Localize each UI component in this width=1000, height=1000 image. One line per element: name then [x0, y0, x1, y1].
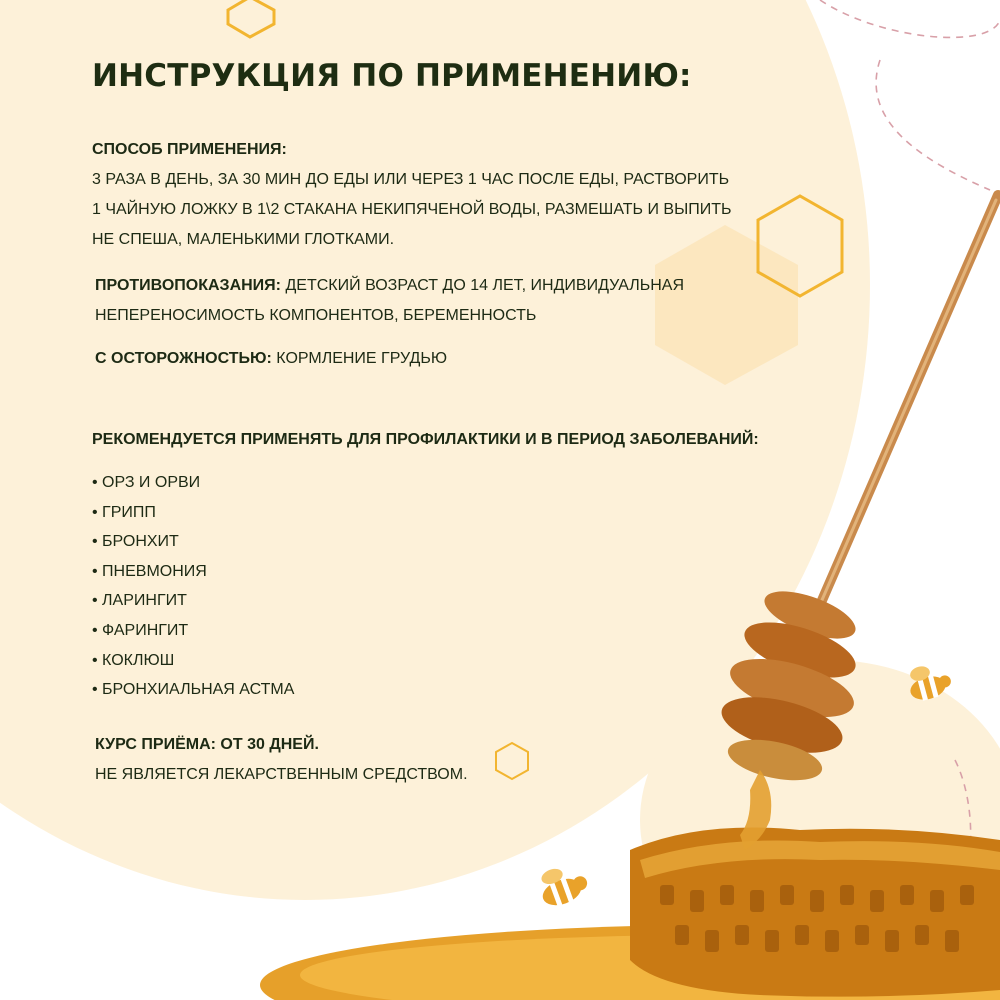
caution-label: С ОСТОРОЖНОСТЬЮ:: [95, 350, 272, 367]
dashed-flight-path: [820, 0, 1000, 190]
method-line-3: НЕ СПЕША, МАЛЕНЬКИМИ ГЛОТКАМИ.: [92, 231, 395, 248]
page-title: ИНСТРУКЦИЯ ПО ПРИМЕНЕНИЮ:: [92, 58, 692, 94]
bee-icon-left: [535, 859, 592, 910]
caution-section: [95, 344, 447, 374]
contraindications-line-2: НЕПЕРЕНОСИМОСТЬ КОМПОНЕНТОВ, БЕРЕМЕННОСТЬ: [95, 307, 537, 324]
course-duration: КУРС ПРИЁМА: ОТ 30 ДНЕЙ.: [95, 736, 319, 753]
method-line-1: 3 РАЗА В ДЕНЬ, ЗА 30 МИН ДО ЕДЫ ИЛИ ЧЕРЕЗ 1 ЧАС ПОСЛЕ ЕДЫ, РАСТВОРИТЬ: [92, 171, 730, 188]
contraindications-line-1: ДЕТСКИЙ ВОЗРАСТ ДО 14 ЛЕТ, ИНДИВИДУАЛЬНАЯ: [285, 277, 684, 294]
list-item: • ПНЕВМОНИЯ: [92, 557, 294, 587]
list-item: • ФАРИНГИТ: [92, 616, 294, 646]
list-item: • ОРЗ И ОРВИ: [92, 468, 294, 498]
not-drug-disclaimer: НЕ ЯВЛЯЕТСЯ ЛЕКАРСТВЕННЫМ СРЕДСТВОМ.: [95, 766, 468, 783]
caution-text: КОРМЛЕНИЕ ГРУДЬЮ: [276, 350, 447, 367]
hexagon-outline-small: [496, 743, 528, 779]
method-heading: СПОСОБ ПРИМЕНЕНИЯ:: [92, 141, 287, 158]
method-line-2: 1 ЧАЙНУЮ ЛОЖКУ В 1\2 СТАКАНА НЕКИПЯЧЕНОЙ ВОДЫ, РАЗМЕШАТЬ И ВЫПИТЬ: [92, 201, 732, 218]
contraindications-section: [95, 271, 755, 331]
hexagon-outline-top: [228, 0, 274, 37]
contraindications-label: ПРОТИВОПОКАЗАНИЯ:: [95, 277, 282, 294]
conditions-list: [92, 468, 294, 705]
list-item: • КОКЛЮШ: [92, 646, 294, 676]
method-section: [92, 135, 792, 255]
recommend-heading: РЕКОМЕНДУЕТСЯ ПРИМЕНЯТЬ ДЛЯ ПРОФИЛАКТИКИ И В ПЕРИОД ЗАБОЛЕВАНИЙ:: [92, 431, 759, 448]
list-item: • ГРИПП: [92, 498, 294, 528]
bee-icon-right: [905, 660, 954, 704]
dipper-head: [716, 582, 862, 788]
list-item: • БРОНХИТ: [92, 527, 294, 557]
list-item: • БРОНХИАЛЬНАЯ АСТМА: [92, 675, 294, 705]
list-item: • ЛАРИНГИТ: [92, 586, 294, 616]
